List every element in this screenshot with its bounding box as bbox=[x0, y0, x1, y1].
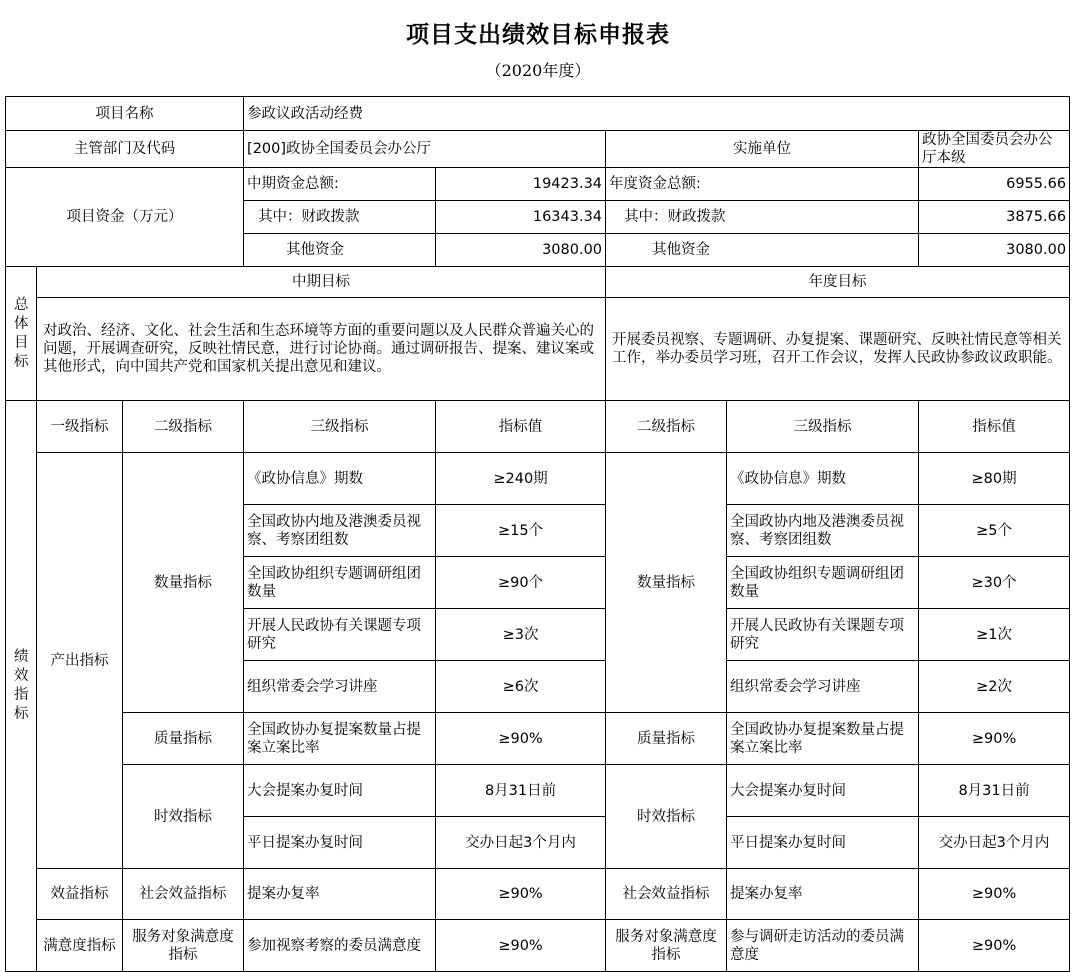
mid-indicator-name: 全国政协办复提案数量占提案立案比率 bbox=[244, 713, 436, 765]
mid-indicator-name: 全国政协内地及港澳委员视察、考察团组数 bbox=[244, 505, 436, 557]
mid-indicator-name: 大会提案办复时间 bbox=[244, 765, 436, 817]
year-total-value: 6955.66 bbox=[919, 168, 1070, 201]
dept-label: 主管部门及代码 bbox=[6, 131, 244, 168]
table-row bbox=[6, 453, 1070, 505]
year-indicator-name: 开展人民政协有关课题专项研究 bbox=[727, 609, 919, 661]
unit-value: 政协全国委员会办公厅本级 bbox=[919, 131, 1070, 168]
year-level2-header: 二级指标 bbox=[606, 401, 727, 453]
mid-indicator-value: ≥90% bbox=[436, 920, 606, 972]
table-row bbox=[6, 920, 1070, 972]
funds-label: 项目资金（万元） bbox=[6, 168, 244, 267]
overall-goal-label: 总体目标 bbox=[6, 267, 37, 401]
mid-other-label: 其他资金 bbox=[244, 234, 436, 267]
mid-indicator-value: ≥3次 bbox=[436, 609, 606, 661]
benefit-indicator-label: 效益指标 bbox=[37, 869, 123, 920]
mid-quality-label: 质量指标 bbox=[123, 713, 244, 765]
year-indicator-value: 8月31日前 bbox=[919, 765, 1070, 817]
mid-indicator-value: ≥6次 bbox=[436, 661, 606, 713]
performance-indicator-label: 绩效指标 bbox=[6, 401, 37, 972]
mid-indicator-name: 参加视察考察的委员满意度 bbox=[244, 920, 436, 972]
table-row bbox=[6, 765, 1070, 817]
mid-value-header: 指标值 bbox=[436, 401, 606, 453]
year-indicator-value: ≥90% bbox=[919, 713, 1070, 765]
row-indicator-headers bbox=[6, 401, 1070, 453]
project-name-label: 项目名称 bbox=[6, 97, 244, 131]
year-indicator-name: 全国政协组织专题调研组团数量 bbox=[727, 557, 919, 609]
level1-header: 一级指标 bbox=[37, 401, 123, 453]
year-timeliness-label: 时效指标 bbox=[606, 765, 727, 869]
year-indicator-value: ≥90% bbox=[919, 920, 1070, 972]
year-indicator-value: 交办日起3个月内 bbox=[919, 817, 1070, 869]
satisfaction-indicator-label: 满意度指标 bbox=[37, 920, 123, 972]
year-fiscal-value: 3875.66 bbox=[919, 201, 1070, 234]
mid-level2-header: 二级指标 bbox=[123, 401, 244, 453]
mid-indicator-value: ≥240期 bbox=[436, 453, 606, 505]
dept-value: [200]政协全国委员会办公厅 bbox=[244, 131, 606, 168]
mid-indicator-value: ≥90个 bbox=[436, 557, 606, 609]
year-goal-header: 年度目标 bbox=[606, 267, 1070, 298]
year-indicator-name: 大会提案办复时间 bbox=[727, 765, 919, 817]
year-indicator-value: ≥30个 bbox=[919, 557, 1070, 609]
year-indicator-value: ≥1次 bbox=[919, 609, 1070, 661]
year-indicator-value: ≥90% bbox=[919, 869, 1070, 920]
year-level3-header: 三级指标 bbox=[727, 401, 919, 453]
mid-fiscal-value: 16343.34 bbox=[436, 201, 606, 234]
mid-indicator-name: 平日提案办复时间 bbox=[244, 817, 436, 869]
year-quality-label: 质量指标 bbox=[606, 713, 727, 765]
mid-indicator-name: 组织常委会学习讲座 bbox=[244, 661, 436, 713]
mid-indicator-value: 交办日起3个月内 bbox=[436, 817, 606, 869]
mid-level3-header: 三级指标 bbox=[244, 401, 436, 453]
mid-indicator-name: 《政协信息》期数 bbox=[244, 453, 436, 505]
mid-timeliness-label: 时效指标 bbox=[123, 765, 244, 869]
project-name-value: 参政议政活动经费 bbox=[244, 97, 1070, 131]
year-indicator-name: 全国政协办复提案数量占提案立案比率 bbox=[727, 713, 919, 765]
year-value-header: 指标值 bbox=[919, 401, 1070, 453]
year-social-label: 社会效益指标 bbox=[606, 869, 727, 920]
year-total-label: 年度资金总额: bbox=[606, 168, 919, 201]
year-service-label: 服务对象满意度指标 bbox=[606, 920, 727, 972]
row-goal-text bbox=[6, 298, 1070, 401]
mid-social-label: 社会效益指标 bbox=[123, 869, 244, 920]
row-project-name bbox=[6, 97, 1070, 131]
mid-indicator-name: 开展人民政协有关课题专项研究 bbox=[244, 609, 436, 661]
year-indicator-value: ≥2次 bbox=[919, 661, 1070, 713]
mid-goal-text: 对政治、经济、文化、社会生活和生态环境等方面的重要问题以及人民群众普遍关心的问题，开展调查研究，反映社情民意，进行讨论协商。通过调研报告、提案、建议案或其他形式，向中国共产党和国家机关提出意见和建议。 bbox=[37, 298, 606, 401]
mid-indicator-value: ≥90% bbox=[436, 869, 606, 920]
year-quantity-label: 数量指标 bbox=[606, 453, 727, 713]
unit-label: 实施单位 bbox=[606, 131, 919, 168]
mid-fiscal-label: 其中：财政拨款 bbox=[244, 201, 436, 234]
year-fiscal-label: 其中：财政拨款 bbox=[606, 201, 919, 234]
year-goal-text: 开展委员视察、专题调研、办复提案、课题研究、反映社情民意等相关工作，举办委员学习班，召开工作会议，发挥人民政协参政议政职能。 bbox=[606, 298, 1070, 401]
mid-total-value: 19423.34 bbox=[436, 168, 606, 201]
year-indicator-value: ≥5个 bbox=[919, 505, 1070, 557]
year-other-label: 其他资金 bbox=[606, 234, 919, 267]
page-subtitle: （2020年度） bbox=[485, 61, 591, 80]
mid-service-label: 服务对象满意度指标 bbox=[123, 920, 244, 972]
mid-total-label: 中期资金总额: bbox=[244, 168, 436, 201]
performance-target-table bbox=[5, 96, 1070, 972]
page-title: 项目支出绩效目标申报表 bbox=[406, 22, 670, 48]
year-indicator-name: 参与调研走访活动的委员满意度 bbox=[727, 920, 919, 972]
table-row bbox=[6, 869, 1070, 920]
mid-indicator-value: 8月31日前 bbox=[436, 765, 606, 817]
year-indicator-name: 平日提案办复时间 bbox=[727, 817, 919, 869]
mid-indicator-value: ≥90% bbox=[436, 713, 606, 765]
table-row bbox=[6, 713, 1070, 765]
mid-other-value: 3080.00 bbox=[436, 234, 606, 267]
year-other-value: 3080.00 bbox=[919, 234, 1070, 267]
mid-quantity-label: 数量指标 bbox=[123, 453, 244, 713]
row-funds-total bbox=[6, 168, 1070, 201]
year-indicator-value: ≥80期 bbox=[919, 453, 1070, 505]
year-indicator-name: 《政协信息》期数 bbox=[727, 453, 919, 505]
mid-indicator-value: ≥15个 bbox=[436, 505, 606, 557]
row-goal-headers bbox=[6, 267, 1070, 298]
year-indicator-name: 全国政协内地及港澳委员视察、考察团组数 bbox=[727, 505, 919, 557]
mid-goal-header: 中期目标 bbox=[37, 267, 606, 298]
mid-indicator-name: 全国政协组织专题调研组团数量 bbox=[244, 557, 436, 609]
year-indicator-name: 组织常委会学习讲座 bbox=[727, 661, 919, 713]
output-indicator-label: 产出指标 bbox=[37, 453, 123, 869]
mid-indicator-name: 提案办复率 bbox=[244, 869, 436, 920]
year-indicator-name: 提案办复率 bbox=[727, 869, 919, 920]
row-department bbox=[6, 131, 1070, 168]
